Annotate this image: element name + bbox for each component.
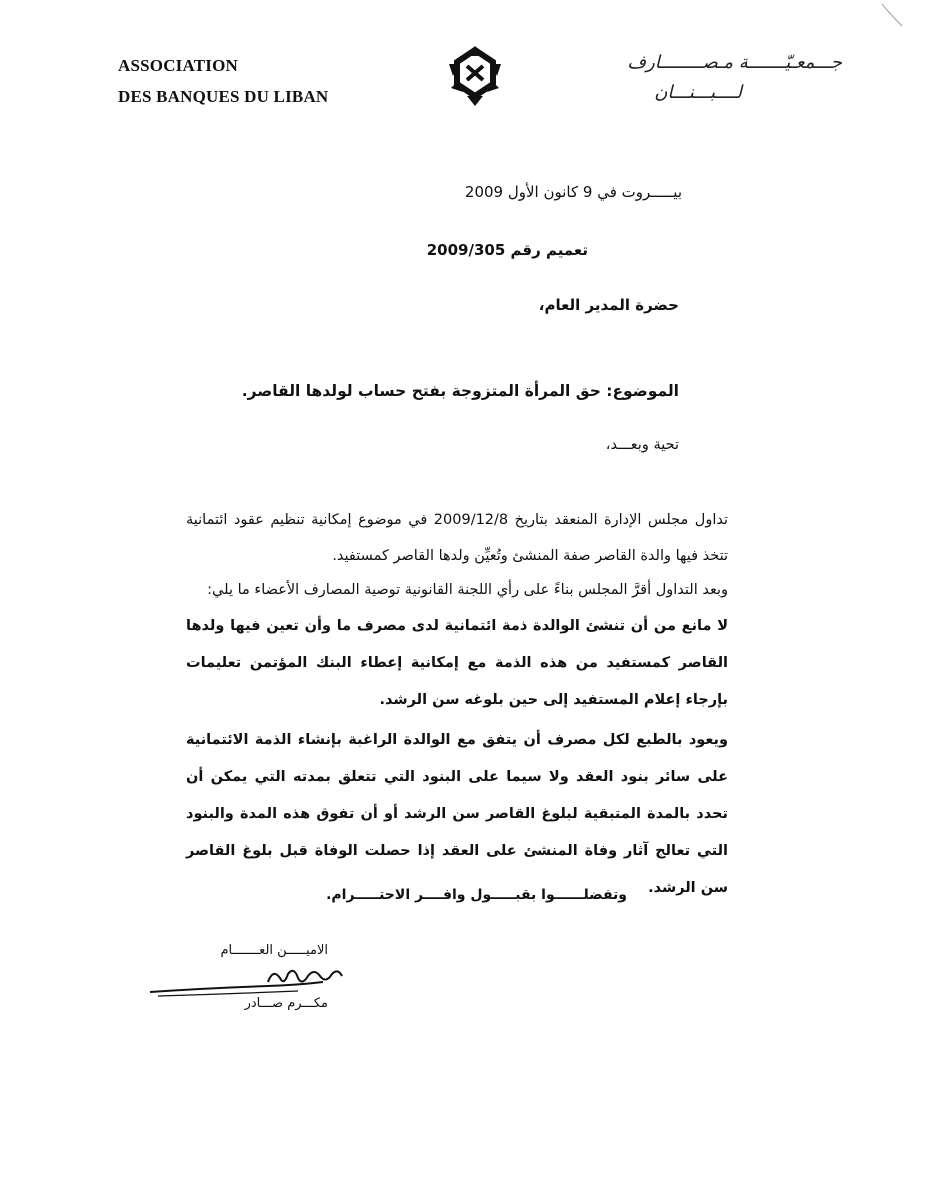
body-paragraph-3: لا مانع من أن تنشئ الوالدة ذمة ائتمانية لدى مصرف ما وأن تعين فيها ولدها القاصر كمستفيد من هذه الذمة مع إمكانية إعطاء البنك المؤتمن تعليمات بإرجاء إعلام المستفيد إلى حين بلوغه سن الرشد. [186, 618, 728, 708]
org-name-english-line1: ASSOCIATION [118, 56, 238, 75]
letter-date: بيـــــروت في 9 كانون الأول 2009 [464, 183, 682, 201]
org-name-arabic [542, 48, 842, 108]
closing-line: وتفضلــــــوا بقبـــــول وافــــر الاحتـــــرام. [326, 887, 627, 903]
association-logo-icon [443, 44, 507, 108]
body-paragraph-2: وبعد التداول أقرَّ المجلس بناءً على رأي اللجنة القانونية توصية المصارف الأعضاء ما يلي: [207, 582, 728, 598]
body-paragraph-1: تداول مجلس الإدارة المنعقد بتاريخ 2009/12/8 في موضوع إمكانية تنظيم عقود ائتمانية تتخذ فيها والدة القاصر صفة المنشئ وتُعيِّن ولدها القاصر كمستفيد. [186, 512, 729, 564]
salutation: حضرة المدير العام، [538, 296, 679, 314]
signer-name: مكـــرم صـــادر [244, 996, 328, 1011]
signer-title: الاميـــــن العـــــــام [220, 943, 328, 958]
body-paragraph-4: ويعود بالطبع لكل مصرف أن يتفق مع الوالدة الراغبة بإنشاء الذمة الائتمانية على سائر بنود العقد ولا سيما على البنود التي تتعلق بمدته التي يمكن أن تحدد بالمدة المتبقية لبلوغ القاصر سن الرشد أو أن تفوق هذه المدة والبنود التي تعالج آثار وفاة المنشئ على العقد إذا حصلت الوفاة قبل بلوغ القاصر سن الرشد. [186, 732, 728, 896]
circular-number: تعميم رقم 2009/305 [426, 241, 588, 259]
org-name-arabic-line1: جـــمعـيّـــــــة مـصــــــــارف [627, 52, 842, 73]
org-name-english-line2: DES BANQUES DU LIBAN [118, 87, 329, 106]
scan-corner-mark [880, 0, 910, 30]
greeting: تحية وبعـــد، [605, 437, 679, 453]
org-name-english [118, 50, 328, 112]
org-name-arabic-line2: لــــبـــنـــان [654, 82, 742, 103]
letter-body [186, 502, 728, 907]
subject-line: الموضوع: حق المرأة المتزوجة بفتح حساب لولدها القاصر. [241, 382, 679, 400]
